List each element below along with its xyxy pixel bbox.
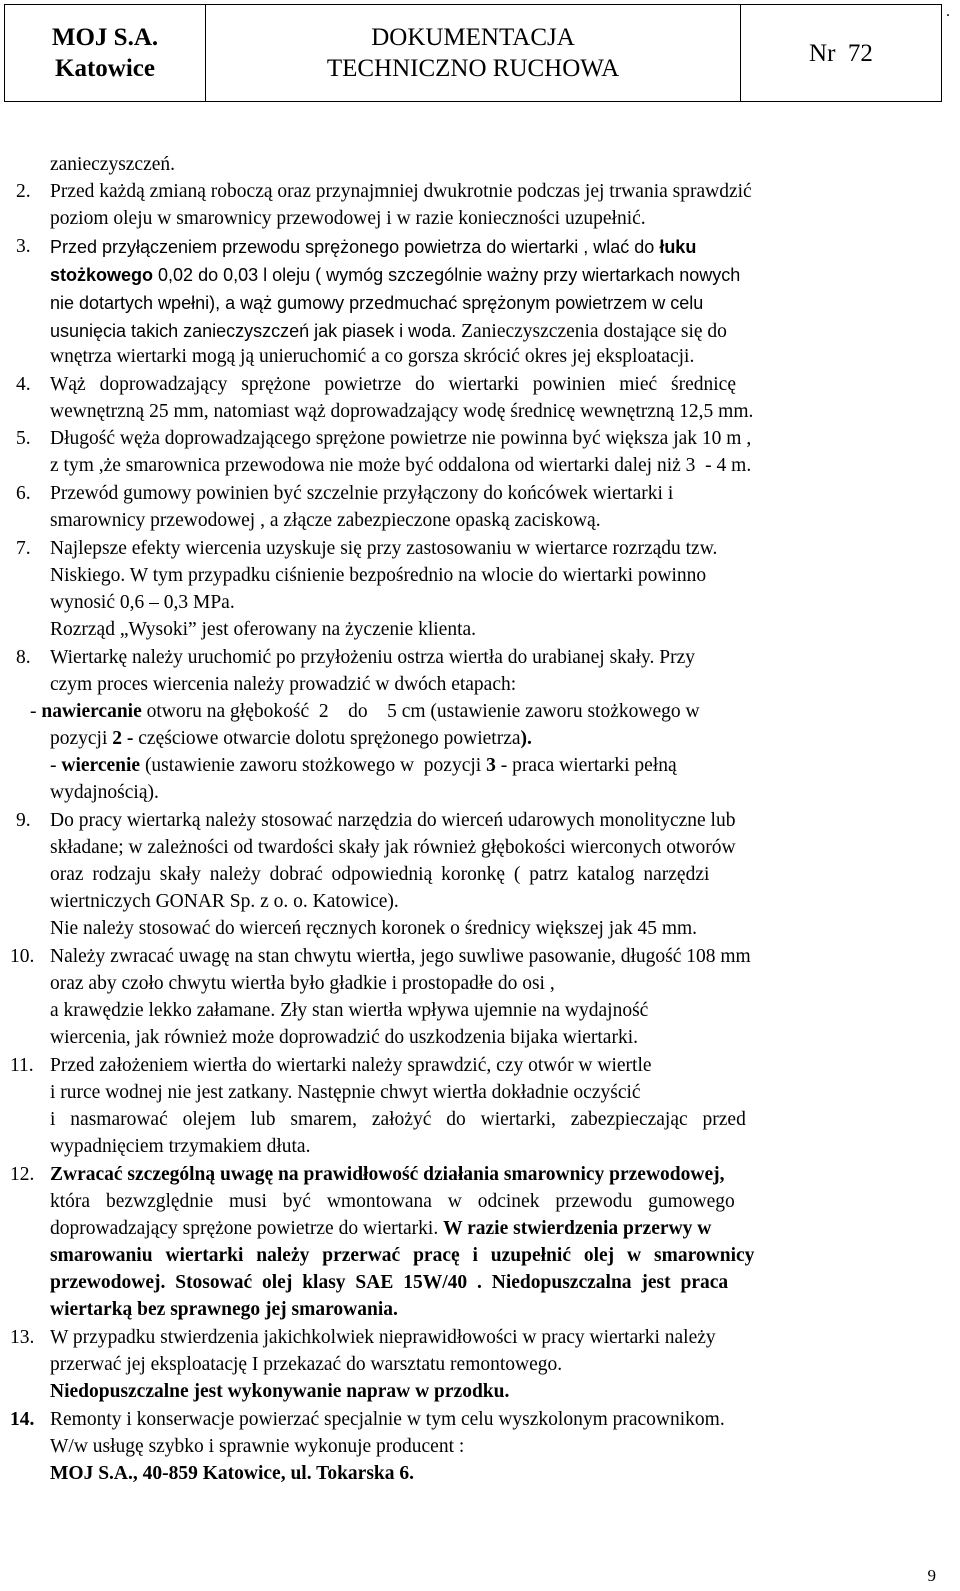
text-line: Długość węża doprowadzającego sprężone powietrze nie powinna być większa jak 10 m , xyxy=(50,428,752,449)
header-company-cell xyxy=(5,5,206,101)
text-line: wynosić 0,6 – 0,3 MPa. xyxy=(50,592,235,613)
text-line: MOJ S.A., 40-859 Katowice, ul. Tokarska 6. xyxy=(50,1463,415,1484)
doc-number: Nr 72 xyxy=(809,39,873,67)
document-header xyxy=(4,4,942,102)
text-line: czym proces wiercenia należy prowadzić w dwóch etapach: xyxy=(50,674,517,695)
item-number: 2. xyxy=(16,181,31,202)
text-line: przerwać jej eksploatację I przekazać do warsztatu remontowego. xyxy=(50,1354,563,1375)
item-number: 3. xyxy=(16,236,31,257)
text-line: która bezwzględnie musi być wmontowana w odcinek przewodu gumowego xyxy=(50,1191,735,1212)
text-line: wewnętrzną 25 mm, natomiast wąż doprowadzający wodę średnicę wewnętrzną 12,5 mm. xyxy=(50,401,754,422)
text-line: Przewód gumowy powinien być szczelnie przyłączony do końcówek wiertarki i xyxy=(50,483,674,504)
doc-title-line1: DOKUMENTACJA xyxy=(371,24,575,51)
text-line: i rurce wodnej nie jest zatkany. Następnie chwyt wiertła dokładnie oczyścić xyxy=(50,1082,641,1103)
text-line: Niskiego. W tym przypadku ciśnienie bezpośrednio na wlocie do wiertarki powinno xyxy=(50,565,707,586)
text-line: i nasmarować olejem lub smarem, założyć do wiertarki, zabezpieczając przed xyxy=(50,1109,746,1130)
text-line: nie dotartych wpełni), a wąż gumowy przedmuchać sprężonym powietrzem w celu xyxy=(50,293,704,313)
text-line: W/w usługę szybko i sprawnie wykonuje producent : xyxy=(50,1436,465,1457)
item-number: 5. xyxy=(16,428,31,449)
header-title-cell xyxy=(206,5,741,101)
text-line: W przypadku stwierdzenia jakichkolwiek nieprawidłowości w pracy wiertarki należy xyxy=(50,1327,716,1348)
text-line: Wiertarkę należy uruchomić po przyłożeniu ostrza wiertła do urabianej skały. Przy xyxy=(50,647,695,668)
text-line: oraz rodzaju skały należy dobrać odpowiednią koronkę ( patrz katalog narzędzi xyxy=(50,864,710,885)
header-number-cell xyxy=(741,5,941,101)
text-line: Niedopuszczalne jest wykonywanie napraw w przodku. xyxy=(50,1381,510,1402)
text-line: Zwracać szczególną uwagę na prawidłowość działania smarownicy przewodowej, xyxy=(50,1164,725,1185)
company-name: MOJ S.A. xyxy=(51,24,159,51)
item-number: 11. xyxy=(10,1055,34,1076)
text-line: - nawiercanie otworu na głębokość 2 do 5 cm (ustawienie zaworu stożkowego w xyxy=(30,701,700,722)
item-number: 14. xyxy=(10,1409,35,1430)
item-number: 10. xyxy=(10,946,35,967)
text-line: Wąż doprowadzający sprężone powietrze do wiertarki powinien mieć średnicę xyxy=(50,374,736,395)
item-number: 12. xyxy=(10,1164,35,1185)
page-number: 9 xyxy=(927,1566,936,1585)
text-line: doprowadzający sprężone powietrze do wiertarki. W razie stwierdzenia przerwy w xyxy=(50,1218,712,1239)
text-line: Należy zwracać uwagę na stan chwytu wiertła, jego suwliwe pasowanie, długość 108 mm xyxy=(50,946,751,967)
text-line: Najlepsze efekty wiercenia uzyskuje się przy zastosowaniu w wiertarce rozrządu tzw. xyxy=(50,538,718,559)
text-line: wiertarką bez sprawnego jej smarowania. xyxy=(50,1299,398,1320)
text-line: Przed każdą zmianą roboczą oraz przynajmniej dwukrotnie podczas jej trwania sprawdzić xyxy=(50,181,752,202)
item-number: 9. xyxy=(16,810,31,831)
text-line: smarownicy przewodowej , a złącze zabezpieczone opaską zaciskową. xyxy=(50,510,601,531)
text-line: wnętrza wiertarki mogą ją unieruchomić a co gorsza skrócić okres jej eksploatacji. xyxy=(50,346,695,367)
company-city: Katowice xyxy=(55,55,155,82)
item-number: 4. xyxy=(16,374,31,395)
text-line: Do pracy wiertarką należy stosować narzędzia do wierceń udarowych monolityczne lub xyxy=(50,810,736,831)
item-number: 8. xyxy=(16,647,31,668)
text-line: smarowaniu wiertarki należy przerwać pracę i uzupełnić olej w smarownicy xyxy=(50,1245,755,1266)
text-line: przewodowej. Stosować olej klasy SAE 15W/40 . Niedopuszczalna jest praca xyxy=(50,1272,729,1293)
item-number: 13. xyxy=(10,1327,35,1348)
text-line: pozycji 2 - częściowe otwarcie dolotu sprężonego powietrza). xyxy=(50,728,532,749)
text-line: Przed przyłączeniem przewodu sprężonego powietrza do wiertarki , wlać do łuku xyxy=(50,237,697,257)
text-line: wypadnięciem trzymakiem dłuta. xyxy=(50,1136,311,1157)
text-line: zanieczyszczeń. xyxy=(50,154,176,175)
text-line: - wiercenie (ustawienie zaworu stożkowego w pozycji 3 - praca wiertarki pełną xyxy=(50,755,677,776)
text-line: a krawędzie lekko załamane. Zły stan wiertła wpływa ujemnie na wydajność xyxy=(50,1000,649,1021)
item-number: 7. xyxy=(16,538,31,559)
text-line: Rozrząd „Wysoki” jest oferowany na życzenie klienta. xyxy=(50,619,477,640)
doc-title-line2: TECHNICZNO RUCHOWA xyxy=(326,55,620,82)
text-line: wiertniczych GONAR Sp. z o. o. Katowice). xyxy=(50,891,399,912)
corner-mark: . xyxy=(946,3,950,20)
text-line: Remonty i konserwacje powierzać specjalnie w tym celu wyszkolonym pracownikom. xyxy=(50,1409,725,1430)
text-line: poziom oleju w smarownicy przewodowej i w razie konieczności uzupełnić. xyxy=(50,208,646,229)
text-line: Nie należy stosować do wierceń ręcznych koronek o średnicy większej jak 45 mm. xyxy=(50,918,698,939)
text-line: z tym ,że smarownica przewodowa nie może być oddalona od wiertarki dalej niż 3 - 4 m. xyxy=(50,455,752,476)
text-line: wydajnością). xyxy=(50,782,159,803)
text-line: składane; w zależności od twardości skały jak również głębokości wierconych otworów xyxy=(50,837,736,858)
text-line: wiercenia, jak również może doprowadzić do uszkodzenia bijaka wiertarki. xyxy=(50,1027,638,1048)
item-number: 6. xyxy=(16,483,31,504)
text-line: stożkowego 0,02 do 0,03 l oleju ( wymóg szczególnie ważny przy wiertarkach nowych xyxy=(50,265,741,285)
text-line: oraz aby czoło chwytu wiertła było gładkie i prostopadłe do osi , xyxy=(50,973,555,994)
text-line: usunięcia takich zanieczyszczeń jak piasek i woda. Zanieczyszczenia dostające się do xyxy=(50,321,727,342)
text-line: Przed założeniem wiertła do wiertarki należy sprawdzić, czy otwór w wiertle xyxy=(50,1055,652,1076)
